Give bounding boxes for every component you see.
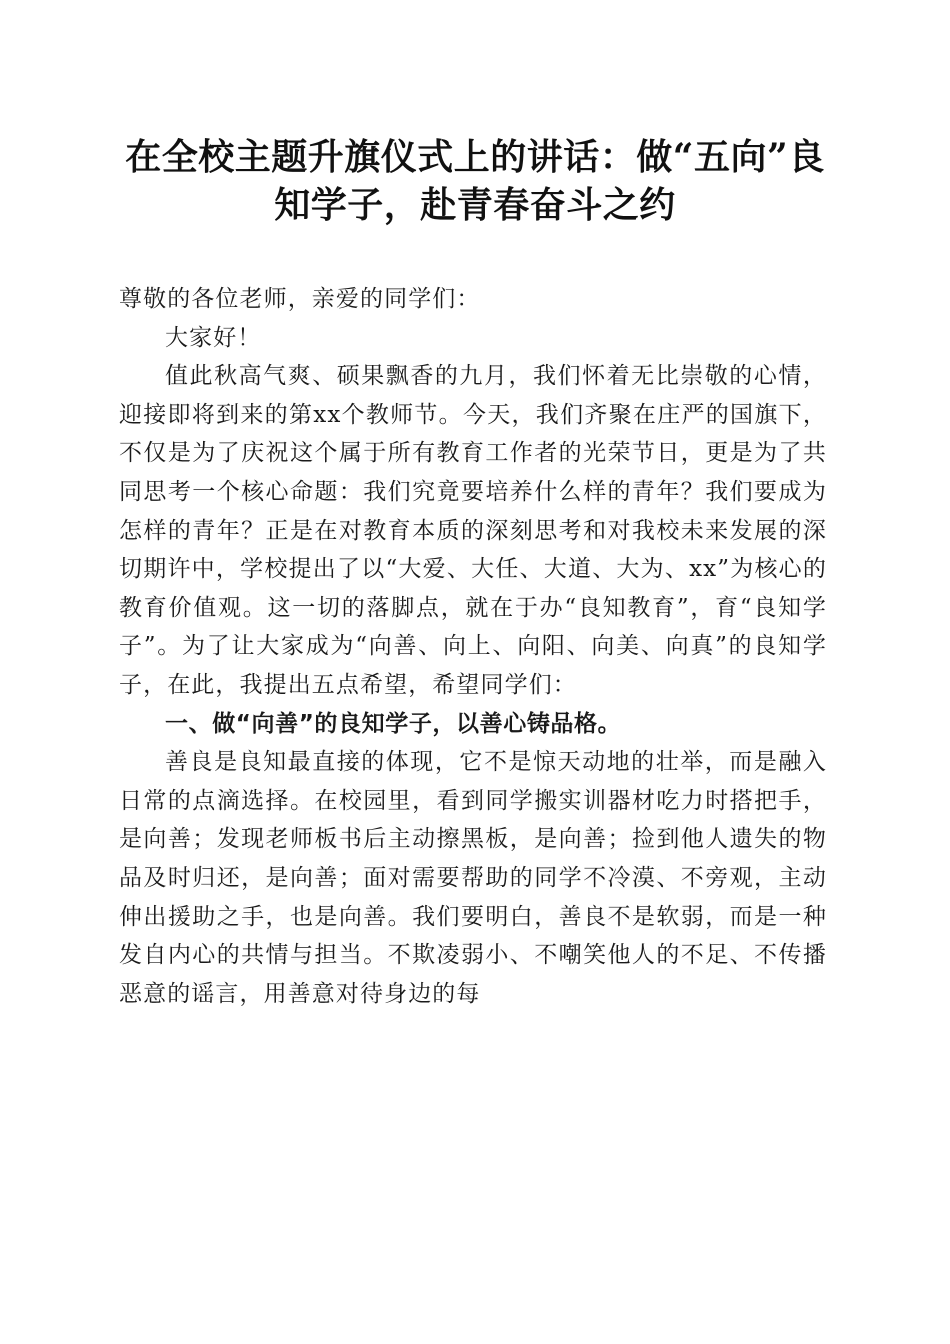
document-title	[118, 133, 832, 229]
salutation: 尊敬的各位老师，亲爱的同学们：	[119, 286, 481, 312]
paragraph-intro: 值此秋高气爽、硕果飘香的九月，我们怀着无比崇敬的心情，迎接即将到来的第xx个教师节。今天，我们齐聚在庄严的国旗下，不仅是为了庆祝这个属于所有教育工作者的光荣节日，更是为了共同思考一个核心命题：我们究竟要培养什么样的青年？我们要成为怎样的青年？正是在对教育本质的深刻思考和对我校未来发展的深切期许中，学校提出了以“大爱、大任、大道、大为、xx”为核心的教育价值观。这一切的落脚点，就在于办“良知教育”，育“良知学子”。为了让大家成为“向善、向上、向阳、向美、向真”的良知学子，在此，我提出五点希望，希望同学们：	[119, 363, 827, 698]
greeting: 大家好！	[165, 324, 262, 351]
paragraph-kindness: 善良是良知最直接的体现，它不是惊天动地的壮举，而是融入日常的点滴选择。在校园里，看到同学搬实训器材吃力时搭把手，是向善；发现老师板书后主动擦黑板，是向善；捡到他人遗失的物品及时归还，是向善；面对需要帮助的同学不冷漠、不旁观，主动伸出援助之手，也是向善。我们要明白，善良不是软弱，而是一种发自内心的共情与担当。不欺凌弱小、不嘲笑他人的不足、不传播恶意的谣言，用善意对待身边的每	[119, 749, 827, 1007]
title-line-1: 在全校主题升旗仪式上的讲话：做“五向”良	[125, 136, 825, 178]
title-line-2: 知学子，赴青春奋斗之约	[274, 184, 676, 226]
document-body	[119, 280, 827, 1013]
section-heading-1: 一、做“向善”的良知学子，以善心铸品格。	[165, 710, 622, 737]
